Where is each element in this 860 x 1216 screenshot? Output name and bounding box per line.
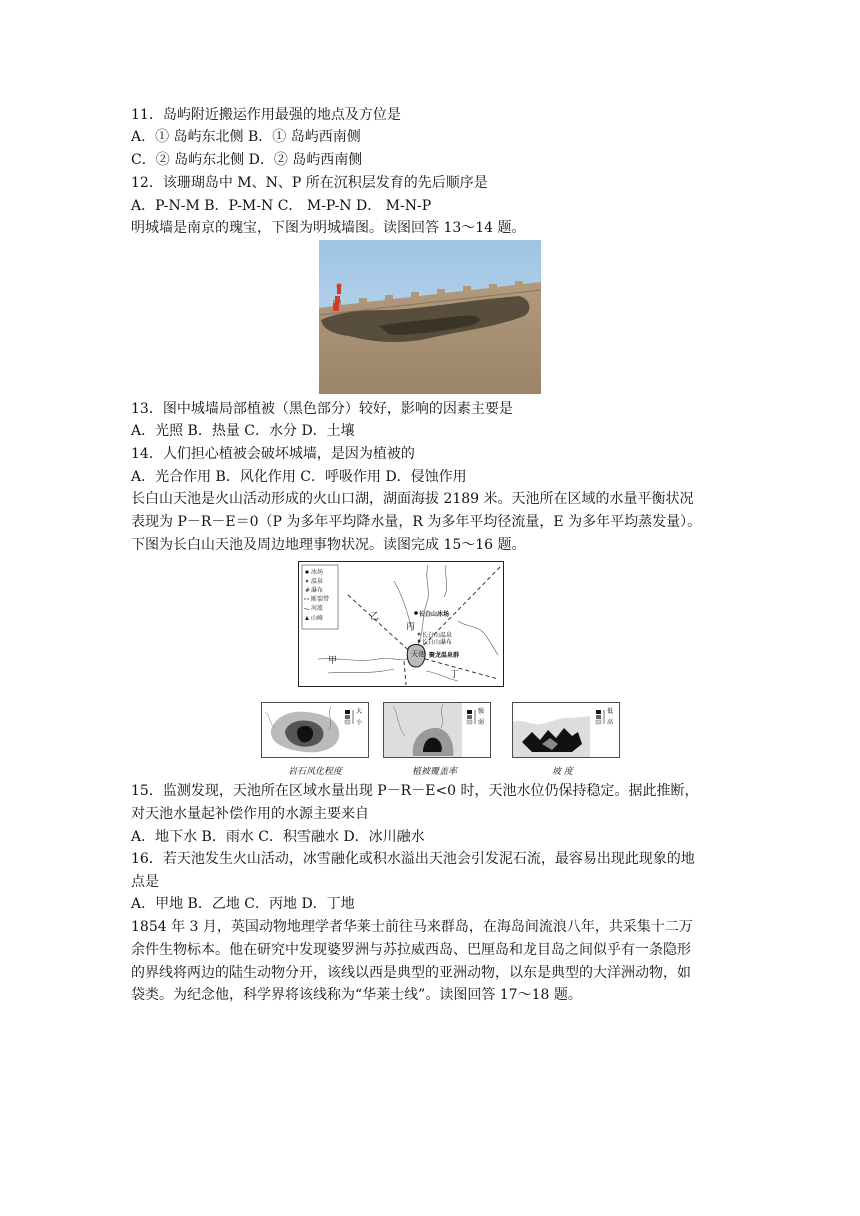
legend-bottom: 小 xyxy=(356,719,363,726)
svg-text:#: # xyxy=(305,587,311,594)
legend-ice-field: 冰场 xyxy=(311,569,324,576)
hot-spring-label: 长白山温泉 xyxy=(422,632,453,639)
q13-options: A．光照 B．热量 C．水分 D．土壤 xyxy=(131,423,355,439)
q11-stem: 11．岛屿附近搬运作用最强的地点及方位是 xyxy=(131,107,401,123)
q12-options: A．P-N-M B．P-M-N C． M-P-N D． M-N-P xyxy=(131,198,432,214)
intro-17-18-line1: 1854 年 3 月，英国动物地理学者华莱士前往马来群岛，在海岛间流浪八年，共采集十二万 xyxy=(131,919,693,935)
intro-17-18-line2: 余件生物标本。他在研究中发现婆罗洲与苏拉威西岛、巴厘岛和龙目岛之间似乎有一条隐形 xyxy=(131,942,691,958)
legend-river: 河流 xyxy=(311,605,324,612)
tianchi-label: 天池 xyxy=(411,650,425,658)
q11-options-cd: C．② 岛屿东北侧 D．② 岛屿西南侧 xyxy=(131,152,363,168)
intro-15-16-line3: 下图为长白山天池及周边地理事物状况。读图完成 15～16 题。 xyxy=(131,537,526,553)
q14-options: A．光合作用 B．风化作用 C．呼吸作用 D．侵蚀作用 xyxy=(131,469,467,485)
q13-stem: 13．图中城墙局部植被（黑色部分）较好，影响的因素主要是 xyxy=(131,401,513,417)
intro-17-18-line4: 袋类。为纪念他，科学界将该线称为“华莱士线”。读图回答 17～18 题。 xyxy=(131,987,582,1003)
caption-slope: 坡 度 xyxy=(552,767,573,777)
place-ding: 丁 xyxy=(450,670,460,680)
intro-15-16-line1: 长白山天池是火山活动形成的火山口湖，湖面海拔 2189 米。天池所在区域的水量平衡状况 xyxy=(131,491,694,507)
intro-17-18-line3: 的界线将两边的陆生动物分开，该线以西是典型的亚洲动物，以东是典型的大洋洲动物，如 xyxy=(131,965,691,981)
q14-stem: 14．人们担心植被会破坏城墙，是因为植被的 xyxy=(131,446,415,462)
caption-vegetation: 植被覆盖率 xyxy=(412,767,458,777)
legend-bottom: 高 xyxy=(607,719,614,726)
legend-peak: 山峰 xyxy=(311,615,324,622)
intro-13-14: 明城墙是南京的瑰宝，下图为明城墙图。读图回答 13～14 题。 xyxy=(131,220,526,236)
city-wall-photo xyxy=(319,240,541,394)
q15-stem-1: 15．监测发现，天池所在区域水量出现 P－R－E<0 时，天池水位仍保持稳定。据此推断， xyxy=(131,783,699,799)
place-bing: 丙 xyxy=(406,622,416,632)
mini-map-slope xyxy=(512,702,620,758)
place-jia: 甲 xyxy=(328,656,338,666)
legend-bottom: 弱 xyxy=(478,719,485,726)
caption-weathering: 岩石风化程度 xyxy=(288,767,343,777)
legend-top: 低 xyxy=(607,708,614,715)
q11-options-ab: A．① 岛屿东北侧 B．① 岛屿西南侧 xyxy=(131,129,361,145)
q16-stem-2: 点是 xyxy=(131,874,159,890)
legend-top: 强 xyxy=(478,708,485,715)
mini-map-weathering xyxy=(261,702,369,758)
legend-fault: 断裂带 xyxy=(311,596,330,603)
tianchi-map xyxy=(298,561,504,687)
q16-options: A．甲地 B．乙地 C．丙地 D．丁地 xyxy=(131,896,355,912)
q12-stem: 12．该珊瑚岛中 M、N、P 所在沉积层发育的先后顺序是 xyxy=(131,175,488,191)
q15-options: A．地下水 B．雨水 C．积雪融水 D．冰川融水 xyxy=(131,829,425,845)
intro-15-16-line2: 表现为 P－R－E＝0（P 为多年平均降水量，R 为多年平均径流量，E 为多年平均蒸发量）。 xyxy=(131,514,702,530)
legend-waterfall: 瀑布 xyxy=(311,587,324,594)
ice-field-label: 长白山冰场 xyxy=(419,611,450,618)
q16-stem-1: 16．若天池发生火山活动，冰雪融化或积水溢出天池会引发泥石流，最容易出现此现象的地 xyxy=(131,851,695,867)
legend-top: 大 xyxy=(356,708,363,715)
q15-stem-2: 对天池水量起补偿作用的水源主要来自 xyxy=(131,806,369,822)
svg-text:#: # xyxy=(417,639,422,645)
mini-map-vegetation xyxy=(383,702,491,758)
waterfall-label: 长白山瀑布 xyxy=(422,639,453,646)
place-yi: 乙 xyxy=(370,612,380,622)
hot-spring-group-label: 聚龙温泉群 xyxy=(429,652,460,659)
legend-hot-spring: 温泉 xyxy=(311,578,324,585)
